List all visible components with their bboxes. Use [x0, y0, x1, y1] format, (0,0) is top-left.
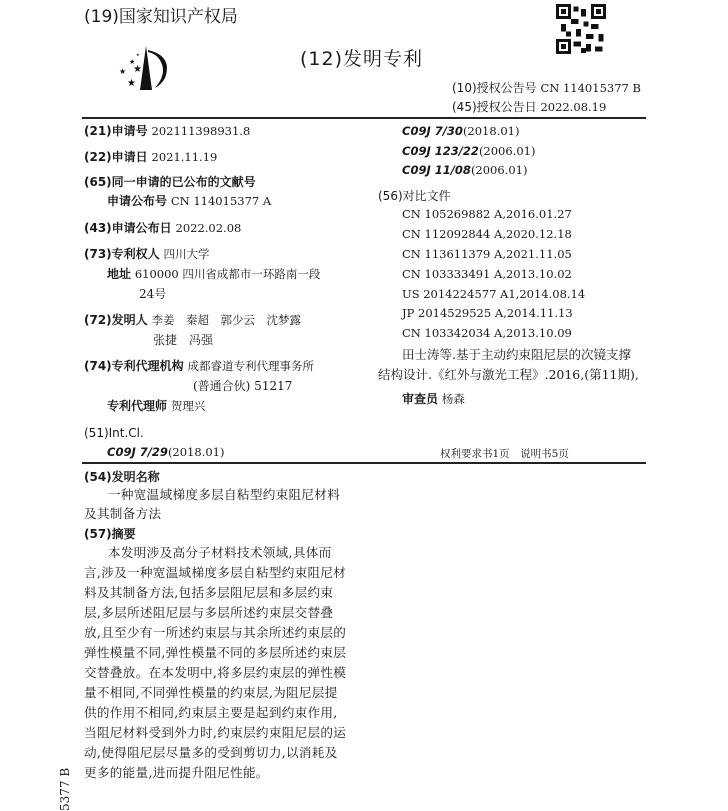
same-application-text: (65)同一申请的已公布的文献号 — [84, 175, 256, 189]
same-application-label — [84, 174, 256, 190]
intcl-label-text: (51)Int.Cl. — [84, 426, 144, 440]
ipc-row-1 — [402, 123, 519, 139]
agent: 贺理兴 — [170, 399, 206, 413]
reference-item: CN 113611379 A,2021.11.05 — [402, 247, 572, 261]
svg-text:★: ★ — [133, 64, 142, 75]
agency-row — [84, 358, 314, 374]
reference-item: CN 103333491 A,2013.10.02 — [402, 267, 572, 281]
publication-number: CN 114015377 A — [170, 194, 272, 208]
intcl-label — [84, 425, 144, 441]
svg-text:★: ★ — [129, 58, 136, 66]
application-number-label: (21)申请号 — [84, 124, 148, 138]
literature-line-2: 结构设计.《红外与激光工程》.2016,(第11期), — [378, 367, 639, 382]
examiner-label: 审查员 — [402, 392, 439, 406]
address-row — [107, 266, 320, 282]
agent-label: 专利代理师 — [107, 399, 168, 413]
literature-line-1: 田士涛等.基于主动约束阻尼层的次镜支撑 — [402, 347, 631, 362]
reference-item: US 2014224577 A1,2014.08.14 — [402, 287, 586, 301]
abstract-line: 层,多层所述阻尼层与多层所述约束层交替叠 — [84, 605, 334, 620]
publication-date-row — [84, 220, 241, 236]
agency-line-1: 成都睿道专利代理事务所 — [187, 359, 314, 373]
ipc-version: (2006.01) — [470, 163, 528, 177]
address-line-1: 610000 四川省成都市一环路南一段 — [134, 267, 321, 281]
inventors-row — [84, 312, 301, 328]
application-number-row — [84, 123, 250, 139]
application-number: 202111398931.8 — [151, 124, 251, 138]
invention-title-line-2: 及其制备方法 — [84, 506, 162, 521]
grant-pub-no-label: (10)授权公告号 — [452, 81, 537, 95]
application-date: 2021.11.19 — [151, 150, 218, 164]
references-label: (56)对比文件 — [378, 189, 451, 203]
qr-code-icon — [556, 4, 606, 54]
ipc-row-2 — [402, 143, 535, 159]
publication-date: 2022.02.08 — [175, 221, 242, 235]
address-label: 地址 — [107, 267, 132, 281]
svg-text:★: ★ — [119, 67, 127, 76]
address-line-2: 24号 — [139, 287, 167, 301]
inventors-label: (72)发明人 — [84, 313, 148, 327]
abstract-line: 交替叠放。在本发明中,将多层约束层的弹性模 — [84, 665, 347, 680]
application-date-label: (22)申请日 — [84, 150, 148, 164]
abstract-line: 弹性模量不同,弹性模量不同的多层所述约束层 — [84, 645, 347, 660]
invention-title-line-1: 一种宽温域梯度多层自粘型约束阻尼材料 — [108, 487, 341, 502]
inventors-line-1: 李姜 秦超 郭少云 沈梦露 — [151, 313, 301, 327]
intcl-main-version: (2018.01) — [167, 445, 225, 459]
page-count: 权利要求书1页 说明书5页 — [440, 448, 569, 460]
agency-line-2: (普通合伙) 51217 — [193, 379, 293, 393]
abstract-label: (57)摘要 — [84, 527, 136, 541]
ipc-code: C09J 123/22 — [402, 144, 479, 158]
ipc-version: (2018.01) — [462, 124, 520, 138]
application-date-row — [84, 149, 217, 165]
publication-number-row — [107, 193, 271, 209]
reference-item: CN 103342034 A,2013.10.09 — [402, 326, 572, 340]
abstract-line: 供的作用不相同,约束层主要是起到约束作用, — [84, 705, 338, 720]
abstract-line: 本发明涉及高分子材料技术领域,具体而 — [108, 545, 332, 560]
ipc-row-3 — [402, 162, 527, 178]
biblio-divider — [82, 462, 646, 464]
abstract-line: 量不相同,不同弹性模量的约束层,为阻尼层提 — [84, 685, 338, 700]
abstract-line: 更多的能量,进而提升阻尼性能。 — [84, 765, 269, 780]
cnipa-logo-icon — [115, 44, 177, 92]
publication-number-label: 申请公布号 — [107, 194, 168, 208]
header-divider — [82, 117, 646, 119]
abstract-line: 言,涉及一种宽温域梯度多层自粘型约束阻尼材 — [84, 565, 347, 580]
office-name: (19)国家知识产权局 — [84, 7, 238, 27]
side-patent-number: 5377 B — [58, 767, 72, 811]
examiner-row — [402, 391, 465, 407]
svg-text:★: ★ — [136, 52, 140, 57]
patentee-label: (73)专利权人 — [84, 247, 160, 261]
patentee-row — [84, 246, 210, 262]
reference-item: JP 2014529525 A,2014.11.13 — [402, 306, 573, 320]
examiner: 杨森 — [441, 392, 465, 406]
reference-item: CN 105269882 A,2016.01.27 — [402, 207, 572, 221]
agent-row — [107, 398, 205, 414]
reference-item: CN 112092844 A,2020.12.18 — [402, 227, 572, 241]
grant-pub-date: 2022.08.19 — [540, 100, 607, 114]
document-type: (12)发明专利 — [300, 48, 424, 70]
grant-pub-no: CN 114015377 B — [540, 81, 641, 95]
abstract-line: 料及其制备方法,包括多层阻尼层和多层约束 — [84, 585, 334, 600]
intcl-main-code: C09J 7/29 — [107, 445, 168, 459]
patentee: 四川大学 — [163, 247, 210, 261]
abstract-line: 动,使得阻尼层尽量多的受到剪切力,以消耗及 — [84, 745, 338, 760]
svg-text:★: ★ — [127, 78, 136, 89]
grant-pub-date-label: (45)授权公告日 — [452, 100, 537, 114]
inventors-line-2: 张捷 冯强 — [153, 333, 214, 347]
abstract-line: 当阻尼材料受到外力时,约束层约束阻尼层的运 — [84, 725, 347, 740]
intcl-main-row — [107, 444, 224, 460]
publication-date-label: (43)申请公布日 — [84, 221, 172, 235]
grant-pub-no-row — [452, 80, 641, 96]
abstract-line: 放,且至少有一所述约束层与其余所述约束层的 — [84, 625, 347, 640]
ipc-code: C09J 11/08 — [402, 163, 471, 177]
agency-label: (74)专利代理机构 — [84, 359, 184, 373]
ipc-code: C09J 7/30 — [402, 124, 463, 138]
grant-pub-date-row — [452, 99, 606, 115]
ipc-version: (2006.01) — [478, 144, 536, 158]
title-label: (54)发明名称 — [84, 470, 160, 484]
